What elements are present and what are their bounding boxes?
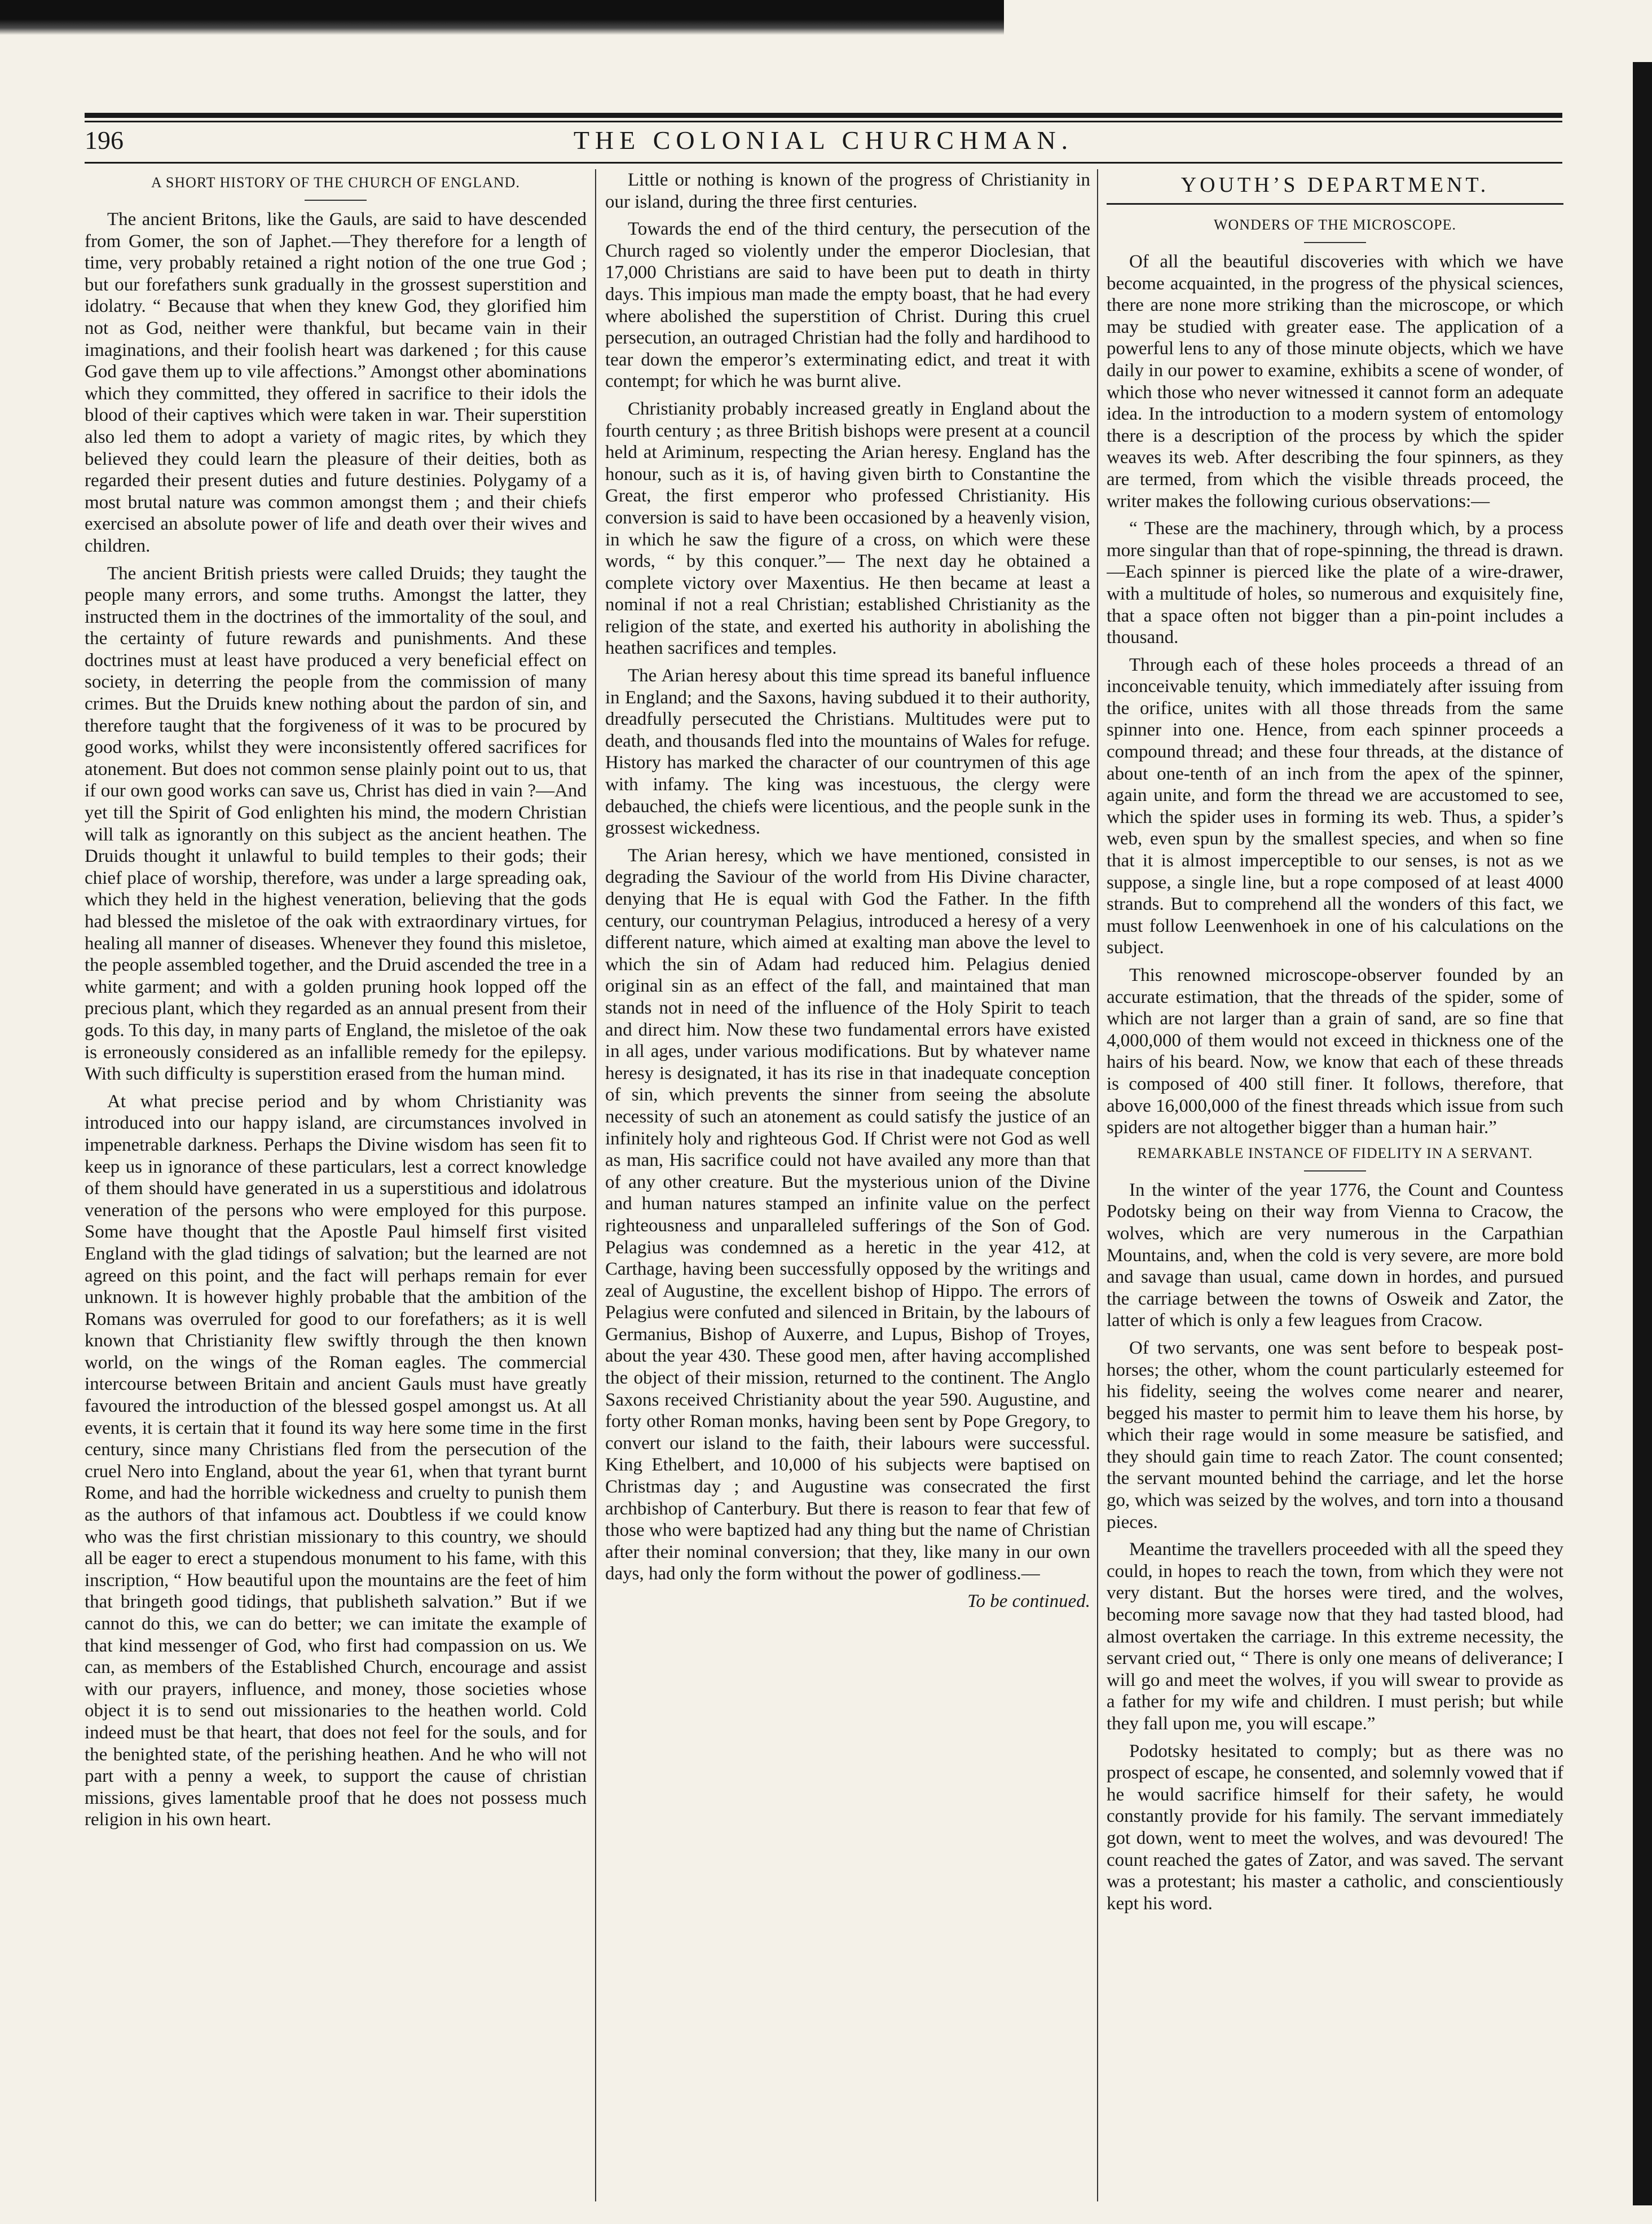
title-rule bbox=[1304, 242, 1366, 243]
header-rule-bottom bbox=[85, 162, 1562, 164]
history-paragraph: The ancient Britons, like the Gauls, are said to have descended from Gomer, the son of Japhet.—They therefore for a length of time, very probably retained a right notion of the one true God ; but our forefathers sunk gradually in the grossest superstition and idolatry. “ Because that when they knew God, they glorified him not as God, neither were thankful, but became vain in their imaginations, and their foolish heart was darkened ; for this cause God gave them up to vile affections.” Amongst other abominations which they committed, they offered in sacrifice to their idols the blood of their captives which were taken in war. Their superstition also led them to adopt a variety of magic rites, by which they believed they could learn the pleasure of their deities, both as regarded their present duties and future destinies. Polygamy of a most brutal nature was common amongst them ; and their chiefs exercised an absolute power of life and death over their wives and children. bbox=[85, 209, 587, 556]
youth-department-title: YOUTH’S DEPARTMENT. bbox=[1180, 173, 1490, 197]
column-divider-1 bbox=[595, 169, 596, 2201]
continued-note: To be continued. bbox=[967, 1591, 1090, 1611]
column-1 bbox=[85, 169, 587, 2201]
department-rule bbox=[1107, 203, 1563, 205]
title-rule bbox=[305, 200, 367, 201]
column-3 bbox=[1107, 169, 1563, 2201]
fidelity-paragraph: Meantime the travellers proceeded with all the speed they could, in hopes to reach the town, from which they were not very distant. But the horses were tired, and the wolves, becoming more savage now that they had tasted blood, had almost overtaken the carriage. In this extreme necessity, the servant cried out, “ There is only one means of deliverance; I will go and meet the wolves, if you will swear to provide as a father for my wife and children. I must perish; but while they fall upon me, you will escape.” bbox=[1107, 1539, 1563, 1734]
history-paragraph: At what precise period and by whom Christianity was introduced into our happy island, are circumstances involved in impenetrable darkness. Perhaps the Divine wisdom has seen fit to keep us in ignorance of these particulars, lest a correct knowledge of them should have generated in us a superstitious and idolatrous veneration of the persons who were employed for this purpose. Some have thought that the Apostle Paul himself first visited England with the glad tidings of salvation; but the learned are not agreed on this point, and the fact will perhaps remain for ever unknown. It is however highly probable that the ambition of the Romans was overruled for good to our forefathers; as it is well known that Christianity flew swiftly through the then known world, on the wings of the Roman eagles. The commercial intercourse between Britain and ancient Gauls must have greatly favoured the introduction of the blessed gospel amongst us. At all events, it is certain that it found its way here some time in the first century, since many Christians fled from the persecution of the cruel Nero into England, about the year 61, when that tyrant burnt Rome, and had the horrible wickedness and cruelty to punish them as the authors of that infamous act. Doubtless if we could know who was the first christian missionary to this country, we should all be eager to erect a stupendous monument to his fame, with this inscription, “ How beautiful upon the mountains are the feet of him that bringeth good tidings, that publisheth salvation.” But if we cannot do this, we can do better; we can imitate the example of that kind messenger of God, who first had compassion on us. We can, as members of the Established Church, encourage and assist with our prayers, influence, and money, those societies whose object it is to send out missionaries to the heathen world. Cold indeed must be that heart, that does not feel for the souls, and for the benighted state, of the perishing heathen. And he who will not part with a penny a week, to support the cause of christian missions, gives lamentable proof that he does not possess much religion in his own heart. bbox=[85, 1091, 587, 1830]
history-paragraph: Little or nothing is known of the progress of Christianity in our island, during the three first centuries. bbox=[605, 170, 1090, 212]
header-rule-top bbox=[85, 113, 1562, 118]
fidelity-paragraph: Podotsky hesitated to comply; but as there was no prospect of escape, he consented, and solemnly vowed that if he would sacrifice himself for their safety, he would constantly provide for his family. The servant immediately got down, went to meet the wolves, and was devoured! The count reached the gates of Zator, and was saved. The servant was a protestant; his master a catholic, and conscientiously kept his word. bbox=[1107, 1741, 1563, 1914]
title-rule bbox=[1304, 1170, 1366, 1172]
page-number: 196 bbox=[85, 126, 124, 155]
fidelity-title: REMARKABLE INSTANCE OF FIDELITY IN A SERVANT. bbox=[1137, 1144, 1533, 1161]
history-paragraph: The Arian heresy about this time spread its baneful influence in England; and the Saxons, having subdued it to their authority, dreadfully persecuted the Christians. Multitudes were put to death, and thousands fled into the mountains of Wales for refuge. History has marked the character of our countrymen of this age with infamy. The king was incestuous, the clergy were debauched, the chiefs were licentious, and the people sunk in the grossest wickedness. bbox=[605, 666, 1090, 839]
microscope-paragraph: Through each of these holes proceeds a thread of an inconceivable tenuity, which immediately after issuing from the orifice, unites with all those threads from the same spinner into one. Hence, from each spinner proceeds a compound thread; and these four threads, at the distance of about one-tenth of an inch from the apex of the spinner, again unite, and form the thread we are accustomed to see, which the spider uses in forming its web. Thus, a spider’s web, even spun by the smallest species, and when so fine that it is almost imperceptible to our senses, is not as we suppose, a single line, but a rope composed of at least 4000 strands. But to comprehend all the wonders of this fact, we must follow Leenwenhoek in one of his calculations on the subject. bbox=[1107, 654, 1563, 958]
history-paragraph: The ancient British priests were called Druids; they taught the people many errors, and some truths. Amongst the latter, they instructed them in the doctrines of the immortality of the soul, and the certainty of future rewards and punishments. And these doctrines must at least have produced a very beneficial effect on society, in deterring the people from the commission of many crimes. But the Druids knew nothing about the pardon of sin, and therefore taught that the forgiveness of it was to be procured by good works, whilst they were inconsistently offered sacrifices for atonement. But does not common sense plainly point out to us, that if our own good works can save us, Christ has died in vain ?—And yet till the Spirit of God enlighten his mind, the modern Christian will talk as ignorantly on this subject as the ancient heathen. The Druids thought it unlawful to build temples to their gods; their chief place of worship, therefore, was under a large spreading oak, which they held in the highest veneration, believing that the gods had blessed the misletoe of the oak with extraordinary virtues, for healing all manner of diseases. Whenever they found this misletoe, the people assembled together, and the Druid ascended the tree in a white garment; and with a golden pruning hook lopped off the precious plant, which they regarded as an annual present from their gods. To this day, in many parts of England, the misletoe of the oak is erroneously considered as an infallible remedy for the epilepsy. With such difficulty is superstition erased from the human mind. bbox=[85, 563, 587, 1085]
fidelity-paragraph: In the winter of the year 1776, the Count and Countess Podotsky being on their way from Vienna to Cracow, the wolves, which are very numerous in the Carpathian Mountains, and, when the cold is very severe, are more bold and savage than usual, came down in hordes, and pursued the carriage between the towns of Osweik and Zator, the latter of which is only a few leagues from Cracow. bbox=[1107, 1179, 1563, 1331]
masthead: THE COLONIAL CHURCHMAN. bbox=[573, 126, 1074, 155]
history-paragraph: Christianity probably increased greatly in England about the fourth century ; as three British bishops were present at a council held at Ariminum, respecting the Arian heresy. England has the honour, such as it is, of having given birth to Constantine the Great, the first emperor who professed Christianity. His conversion is said to have been occasioned by a heavenly vision, in which he saw the figure of a cross, on which were these words, “ by this conquer.”— The next day he obtained a complete victory over Maxentius. He then became at least a nominal if not a real Christian; established Christianity as the religion of the state, and exerted his authority in abolishing the heathen sacrifices and temples. bbox=[605, 398, 1090, 659]
microscope-paragraph: This renowned microscope-observer founded by an accurate estimation, that the threads of the spider, some of which are not larger than a grain of sand, are so fine that 4,000,000 of them would not exceed in thickness one of the hairs of his beard. Now, we know that each of these threads is composed of 400 still finer. It follows, therefore, that above 16,000,000 of the finest threads which issue from such spiders are not altogether bigger than a human hair.” bbox=[1107, 965, 1563, 1138]
microscope-paragraph: “ These are the machinery, through which, by a process more singular than that of rope-spinning, the thread is drawn.—Each spinner is pierced like the plate of a wire-drawer, with a multitude of holes, so numerous and exquisitely fine, that a space often not bigger than a pin-point includes a thousand. bbox=[1107, 518, 1563, 648]
scan-right-edge bbox=[1633, 62, 1652, 2205]
microscope-title: WONDERS OF THE MICROSCOPE. bbox=[1213, 217, 1456, 233]
scan-top-smudge bbox=[0, 0, 1004, 35]
microscope-paragraph: Of all the beautiful discoveries with which we have become acquainted, in the progress of the physical sciences, there are none more striking than the microscope, or which may be studied with greater ease. The application of a powerful lens to any of those minute objects, which we have daily in our power to examine, exhibits a scene of wonder, of which those who never witnessed it cannot form an adequate idea. In the introduction to a modern system of entomology there is a description of the process by which the spider weaves its web. After describing the four spinners, as they are termed, from which the visible threads proceed, the writer makes the following curious observations:— bbox=[1107, 252, 1563, 512]
history-paragraph: The Arian heresy, which we have mentioned, consisted in degrading the Saviour of the world from His Divine character, denying that He is equal with God the Father. In the fifth century, our countryman Pelagius, introduced a heresy of a very different nature, which aimed at exalting man above the level to which the sin of Adam had reduced him. Pelagius denied original sin as an effect of the fall, and maintained that man stands not in need of the influence of the Holy Spirit to teach and direct him. Now these two fundamental errors have existed in all ages, under various modifications. But by whatever name heresy is designated, it has its rise in that inadequate conception of sin, which prevents the sinner from seeing the absolute necessity of such an atonement as could satisfy the justice of an infinitely holy and righteous God. If Christ were not God as well as man, His sacrifice could not have availed any more than that of any other creature. But the mysterious union of the Divine and human natures stamped an infinite value on the perfect righteousness and unparalleled sufferings of the Son of God. Pelagius was condemned as a heretic in the year 412, at Carthage, having been successfully opposed by the writings and zeal of Augustine, the excellent bishop of Hippo. The errors of Pelagius were confuted and silenced in Britain, by the labours of Germanius, Bishop of Auxerre, and Lupus, Bishop of Troyes, about the year 430. These good men, after having accomplished the object of their mission, returned to the continent. The Anglo Saxons received Christianity about the year 590. Augustine, and forty other Roman monks, having been sent by Pope Gregory, to convert our island to the faith, their labours were successful. King Ethelbert, and 10,000 of his subjects were baptised on Christmas day ; and Augustine was consecrated the first archbishop of Canterbury. But there is reason to fear that few of those who were baptized had any thing but the name of Christian after their nominal conversion; that they, like many in our own days, had only the form without the power of godliness.— bbox=[605, 845, 1090, 1584]
column-2 bbox=[605, 169, 1090, 2201]
fidelity-paragraph: Of two servants, one was sent before to bespeak post-horses; the other, whom the count particularly esteemed for his fidelity, seeing the wolves come nearer and nearer, begged his master to permit him to leave them his horse, by which their rage would in some measure be satisfied, and they should gain time to reach Zator. The count consented; the servant mounted behind the carriage, and let the horse go, which was seized by the wolves, and torn into a thousand pieces. bbox=[1107, 1337, 1563, 1532]
history-paragraph: Towards the end of the third century, the persecution of the Church raged so violently under the emperor Dioclesian, that 17,000 Christians are said to have been put to death in thirty days. This impious man made the empty boast, that he had every where abolished the superstition of Christ. During this cruel persecution, an outraged Christian had the folly and hardihood to tear down the emperor’s exterminating edict, and treat it with contempt; for which he was burnt alive. bbox=[605, 219, 1090, 392]
history-title: A SHORT HISTORY OF THE CHURCH OF ENGLAND. bbox=[151, 174, 520, 191]
page-header bbox=[85, 125, 1562, 159]
column-divider-2 bbox=[1097, 169, 1098, 2201]
header-rule-top-thin bbox=[85, 121, 1562, 122]
